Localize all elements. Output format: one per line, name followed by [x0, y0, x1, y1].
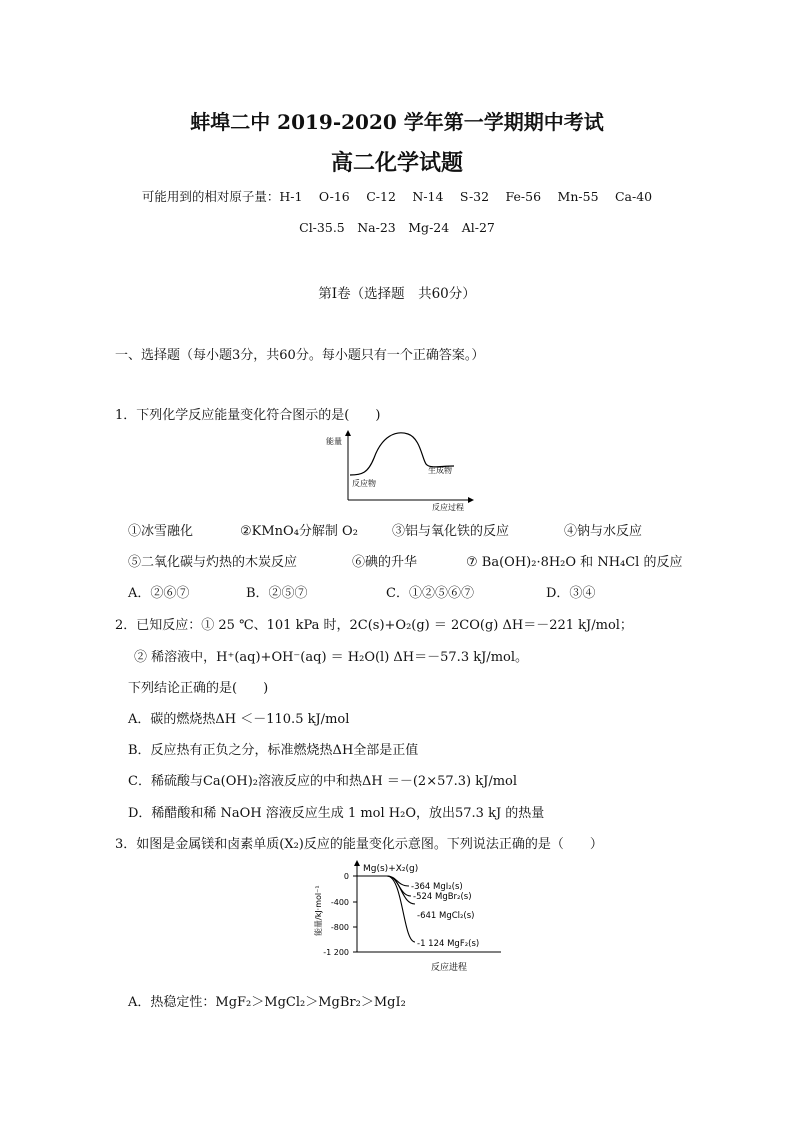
- q3-curve-mgbr2: -524 MgBr₂(s): [413, 892, 472, 902]
- q1-item-2: ②KMnO₄分解制 O₂: [240, 524, 358, 539]
- q1-item-6: ⑥碘的升华: [352, 555, 418, 570]
- atomic-mass-line-2: Cl-35.5 Na-23 Mg-24 Al-27: [299, 220, 495, 235]
- q1-reactant-label: 反应物: [352, 479, 376, 488]
- q1-xlabel: 反应过程: [432, 503, 464, 512]
- q1-option-c: C．①②⑤⑥⑦: [386, 586, 474, 601]
- q1-option-d: D．③④: [546, 586, 596, 601]
- q3-tick-800: -800: [330, 923, 349, 932]
- exam-subtitle: 高二化学试题: [330, 150, 463, 176]
- question-2-stem: 2．已知反应：① 25 ℃、101 kPa 时，2C(s)+O₂(g) ＝ 2CO(g) ΔH＝－221 kJ/mol；: [115, 618, 633, 633]
- q1-item-5: ⑤二氧化碳与灼热的木炭反应: [128, 555, 298, 570]
- q1-option-a: A．②⑥⑦: [128, 586, 190, 601]
- q3-tick-400: -400: [330, 898, 349, 907]
- question-1-stem: 1．下列化学反应能量变化符合图示的是( ): [115, 408, 381, 423]
- q1-option-b: B．②⑤⑦: [246, 586, 308, 601]
- q2-option-d: D．稀醋酸和稀 NaOH 溶液反应生成 1 mol H₂O，放出57.3 kJ 的热量: [128, 806, 545, 821]
- q2-option-a: A．碳的燃烧热ΔH ＜－110.5 kJ/mol: [128, 712, 350, 727]
- q3-curve-mgf2: -1 124 MgF₂(s): [417, 939, 480, 949]
- q1-item-7: ⑦ Ba(OH)₂·8H₂O 和 NH₄Cl 的反应: [466, 555, 683, 570]
- q3-option-a: A．热稳定性：MgF₂＞MgCl₂＞MgBr₂＞MgI₂: [128, 995, 406, 1010]
- q1-ylabel: 能量: [326, 437, 342, 446]
- q3-curve-mgi2: -364 MgI₂(s): [411, 882, 463, 892]
- section-heading: 一、选择题（每小题3分，共60分。每小题只有一个正确答案。）: [115, 348, 485, 363]
- q3-curve-mgcl2: -641 MgCl₂(s): [417, 911, 475, 921]
- q1-energy-diagram: [322, 428, 482, 514]
- q3-top-label: Mg(s)+X₂(g): [363, 864, 419, 874]
- q3-xlabel: 反应进程: [431, 963, 468, 973]
- question-3-stem: 3．如图是金属镁和卤素单质(X₂)反应的能量变化示意图。下列说法正确的是（ ）: [115, 837, 603, 852]
- q3-energy-diagram: [305, 858, 515, 974]
- q2-option-b: B．反应热有正负之分，标准燃烧热ΔH全部是正值: [128, 743, 419, 758]
- q3-tick-1200: -1 200: [323, 948, 349, 957]
- atomic-mass-line-1: 可能用到的相对原子量：H-1 O-16 C-12 N-14 S-32 Fe-56 Mn-55 Ca-40: [141, 189, 653, 204]
- q1-item-1: ①冰雪融化: [128, 524, 194, 539]
- q1-item-3: ③铝与氧化铁的反应: [392, 524, 510, 539]
- q3-ylabel: 能量/kJ·mol⁻¹: [314, 885, 323, 936]
- question-2-stem-2: ② 稀溶液中，H⁺(aq)+OH⁻(aq) ＝ H₂O(l) ΔH＝－57.3 kJ/mol。: [134, 650, 528, 665]
- q3-tick-0: 0: [343, 872, 349, 881]
- question-2-ask: 下列结论正确的是( ): [128, 681, 269, 696]
- q2-option-c: C．稀硫酸与Ca(OH)₂溶液反应的中和热ΔH ＝－(2×57.3) kJ/mol: [128, 774, 518, 789]
- exam-title: 蚌埠二中 2019-2020 学年第一学期期中考试: [190, 110, 604, 134]
- q1-item-4: ④钠与水反应: [564, 524, 643, 539]
- part-title: 第Ⅰ卷（选择题 共60分）: [318, 286, 476, 302]
- q1-product-label: 生成物: [428, 466, 452, 475]
